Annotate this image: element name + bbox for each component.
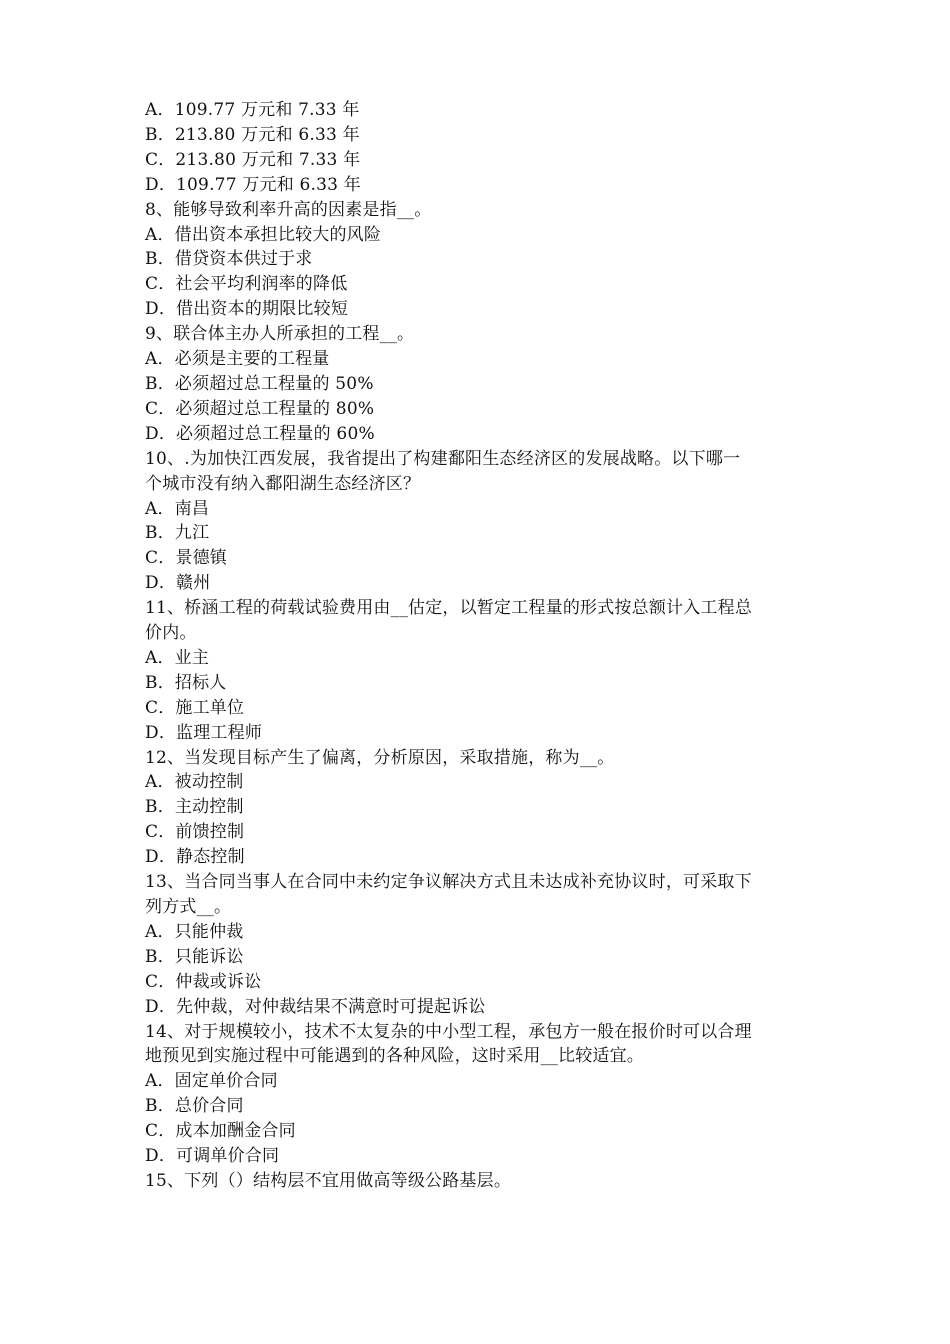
option-7b: B．213.80 万元和 6.33 年: [145, 124, 360, 145]
option-8a: A．借出资本承担比较大的风险: [145, 224, 382, 245]
option-10d: D．赣州: [145, 573, 211, 594]
question-11-line-1: 11、桥涵工程的荷载试验费用由__估定，以暂定工程量的形式按总额计入工程总: [145, 598, 753, 619]
option-8c: C．社会平均利润率的降低: [145, 274, 348, 295]
question-9: 9、联合体主办人所承担的工程__。: [145, 324, 415, 345]
option-9b: B．必须超过总工程量的 50%: [145, 373, 374, 394]
option-7d: D．109.77 万元和 6.33 年: [145, 174, 361, 195]
option-7c: C．213.80 万元和 7.33 年: [145, 149, 361, 170]
option-13d: D．先仲裁，对仲裁结果不满意时可提起诉讼: [145, 996, 486, 1017]
option-13a: A．只能仲裁: [145, 921, 244, 942]
question-14-line-2: 地预见到实施过程中可能遇到的各种风险，这时采用__比较适宜。: [145, 1046, 644, 1067]
option-11a: A．业主: [145, 647, 210, 668]
question-11-line-2: 价内。: [145, 623, 197, 644]
option-9d: D．必须超过总工程量的 60%: [145, 423, 375, 444]
option-12a: A．被动控制: [145, 772, 244, 793]
option-11c: C．施工单位: [145, 697, 245, 718]
option-11d: D．监理工程师: [145, 722, 263, 743]
option-14c: C．成本加酬金合同: [145, 1121, 296, 1142]
option-12d: D．静态控制: [145, 847, 245, 868]
question-12: 12、当发现目标产生了偏离，分析原因，采取措施，称为__。: [145, 747, 615, 768]
option-8d: D．借出资本的期限比较短: [145, 299, 349, 320]
document-body: [145, 98, 810, 1194]
option-13b: B．只能诉讼: [145, 946, 244, 967]
option-9c: C．必须超过总工程量的 80%: [145, 398, 375, 419]
option-7a: A．109.77 万元和 7.33 年: [145, 100, 360, 120]
option-12c: C．前馈控制: [145, 822, 245, 843]
question-15: 15、下列（）结构层不宜用做高等级公路基层。: [145, 1170, 512, 1191]
option-10b: B．九江: [145, 523, 210, 544]
option-8b: B．借贷资本供过于求: [145, 249, 313, 270]
option-10a: A．南昌: [145, 498, 210, 519]
question-13-line-2: 列方式__。: [145, 897, 232, 917]
option-11b: B．招标人: [145, 672, 227, 693]
question-8: 8、能够导致利率升高的因素是指__。: [145, 199, 432, 220]
option-12b: B．主动控制: [145, 797, 244, 818]
question-10-line-1: 10、.为加快江西发展，我省提出了构建鄱阳生态经济区的发展战略。以下哪一: [145, 448, 741, 469]
option-14a: A．固定单价合同: [145, 1071, 278, 1092]
option-10c: C．景德镇: [145, 548, 228, 569]
question-10-line-2: 个城市没有纳入鄱阳湖生态经济区？: [145, 473, 421, 494]
question-13-line-1: 13、当合同当事人在合同中未约定争议解决方式且未达成补充协议时，可采取下: [145, 872, 752, 893]
option-13c: C．仲裁或诉讼: [145, 971, 262, 992]
option-9a: A．必须是主要的工程量: [145, 349, 330, 370]
option-14b: B．总价合同: [145, 1096, 244, 1117]
question-14-line-1: 14、对于规模较小，技术不太复杂的中小型工程，承包方一般在报价时可以合理: [145, 1021, 752, 1042]
option-14d: D．可调单价合同: [145, 1146, 280, 1167]
